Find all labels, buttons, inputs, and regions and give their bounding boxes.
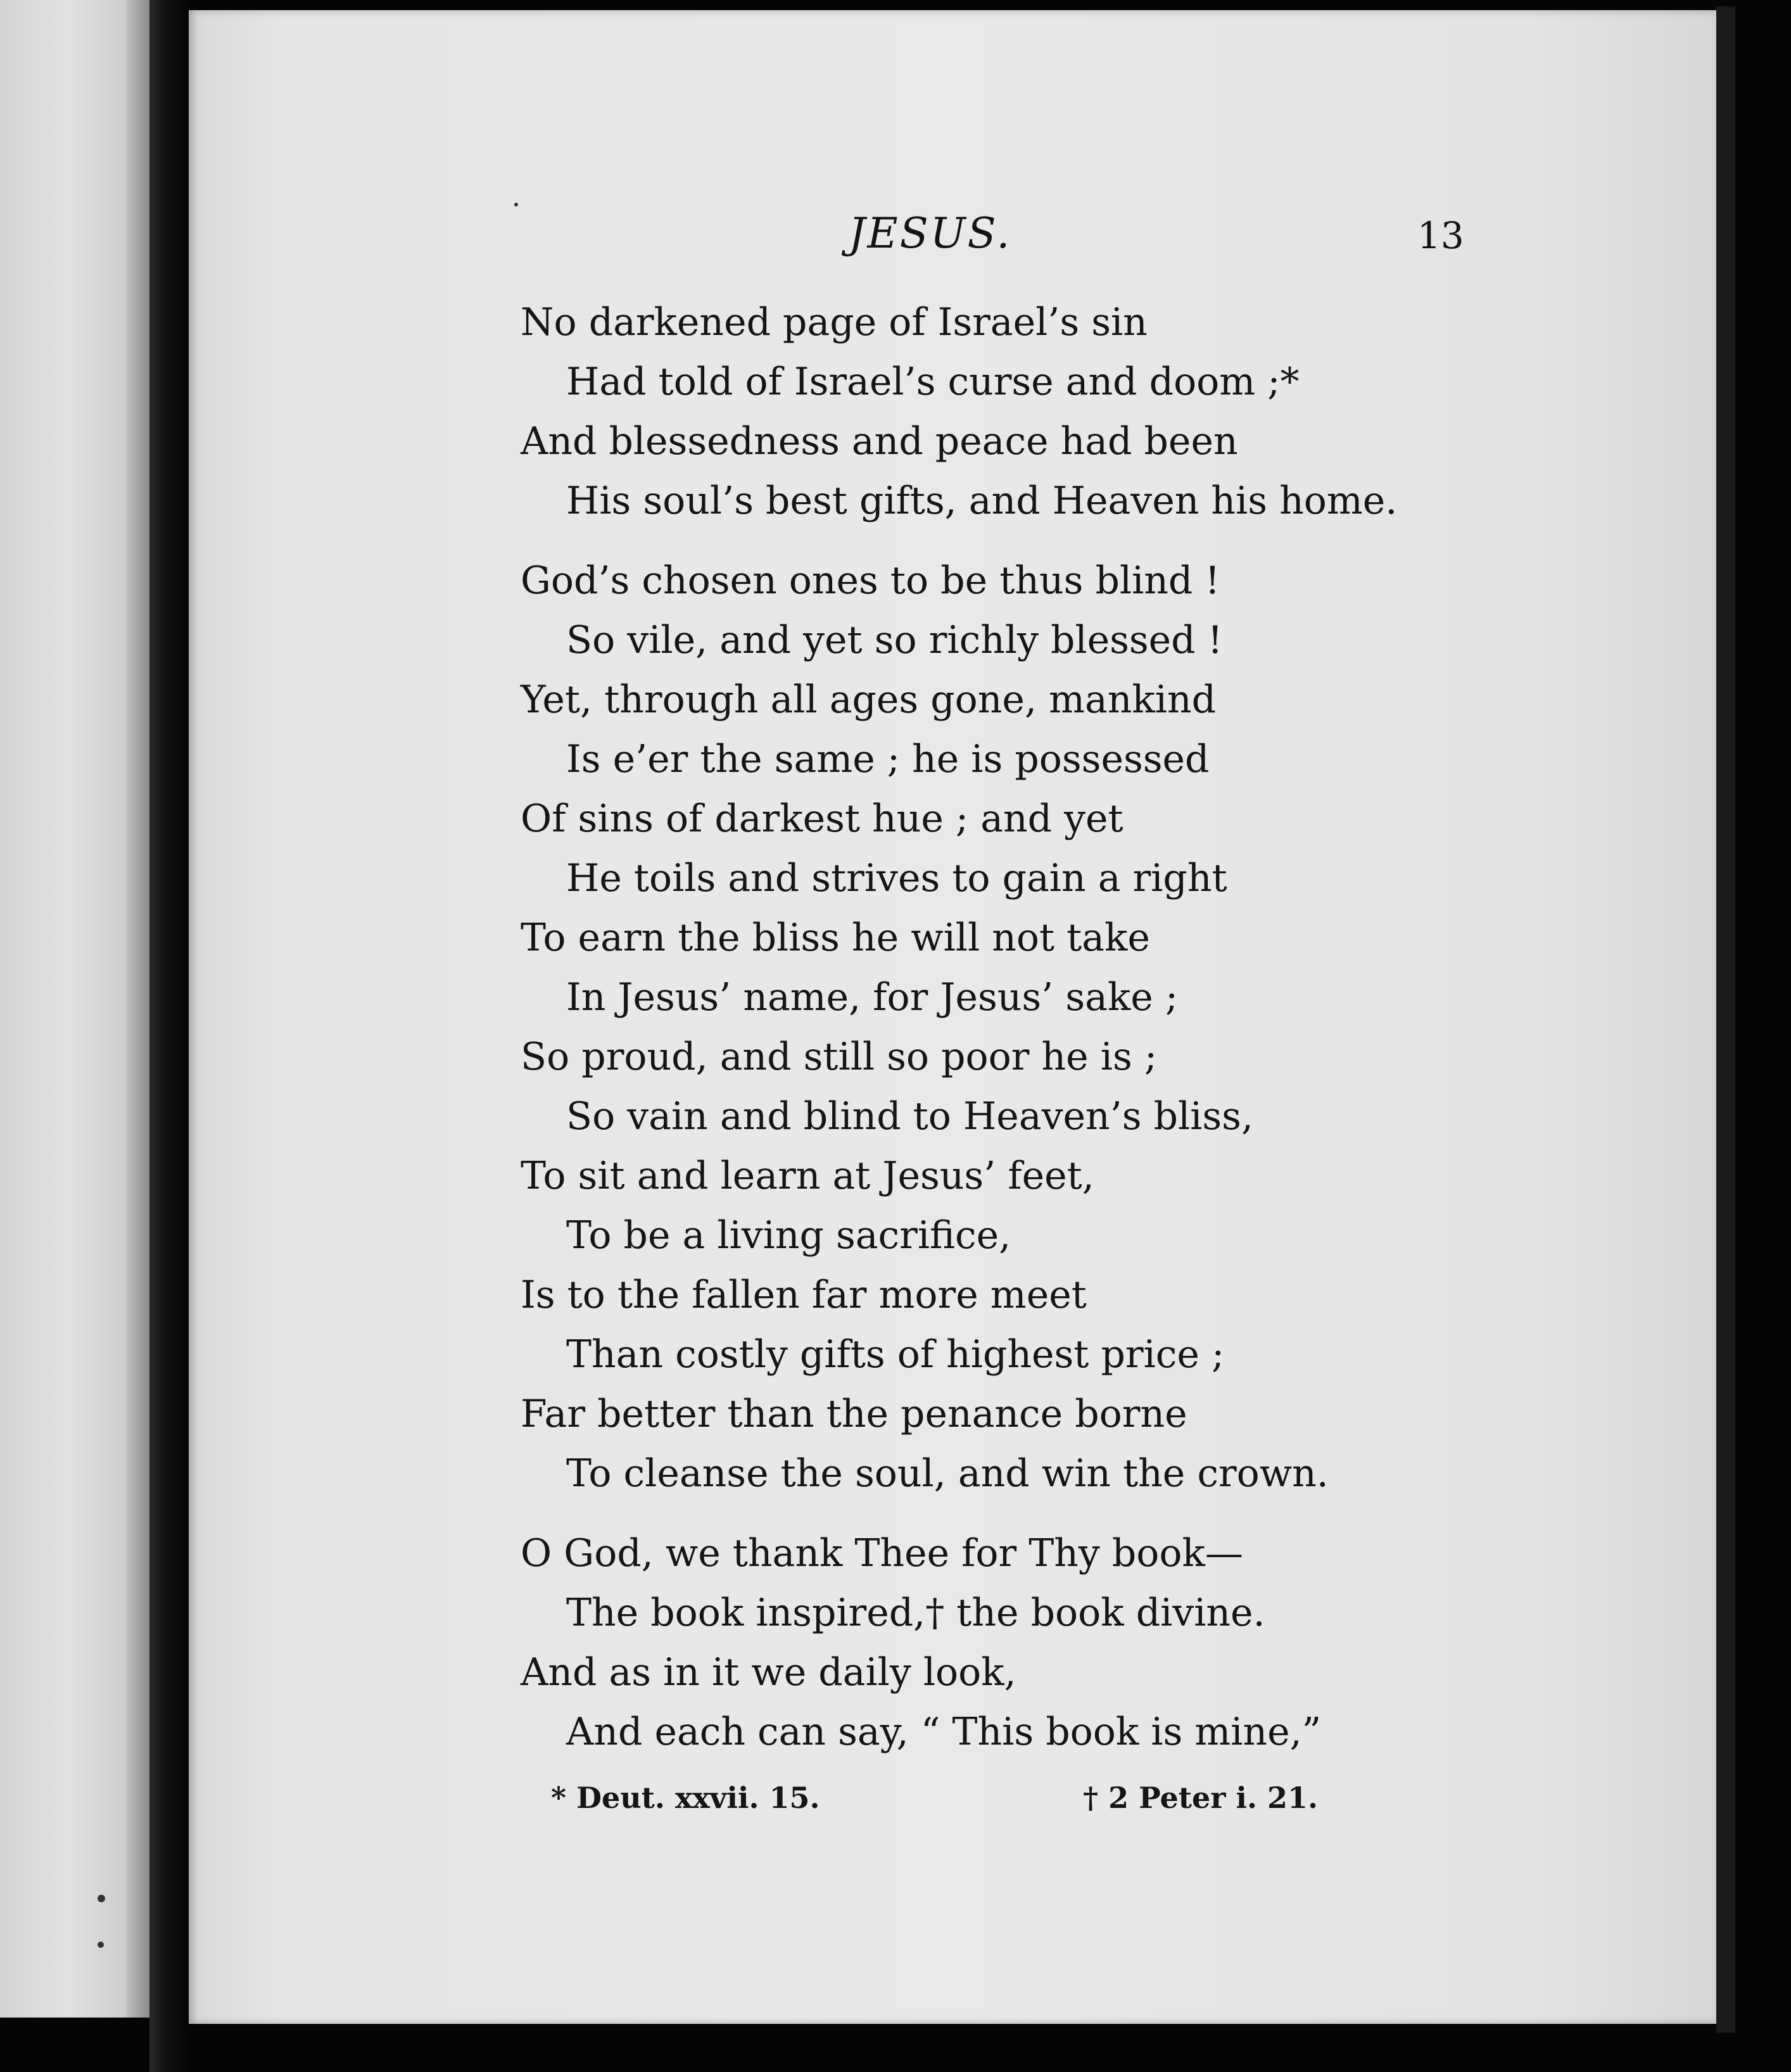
- footnote-peter: † 2 Peter i. 21.: [1083, 1781, 1319, 1815]
- ink-speck: [514, 203, 518, 206]
- poem-line: No darkened page of Israel’s sin: [521, 300, 1148, 344]
- poem-line: In Jesus’ name, for Jesus’ sake ;: [566, 975, 1179, 1020]
- poem-line: Far better than the penance borne: [521, 1392, 1187, 1436]
- poem-line: He toils and strives to gain a right: [566, 856, 1227, 900]
- poem-line: To earn the bliss he will not take: [521, 916, 1150, 960]
- ink-speck: [98, 1895, 105, 1902]
- poem-line: And blessedness and peace had been: [521, 419, 1238, 464]
- stanza-gap: [521, 1503, 1699, 1524]
- ink-speck: [98, 1942, 104, 1948]
- poem-body: [521, 293, 1699, 1762]
- poem-line: Is to the fallen far more meet: [521, 1273, 1087, 1317]
- poem-line: To be a living sacrifice,: [566, 1213, 1011, 1258]
- poem-line: To cleanse the soul, and win the crown.: [566, 1451, 1329, 1496]
- poem-line: God’s chosen ones to be thus blind !: [521, 559, 1220, 603]
- page-number: 13: [1417, 214, 1464, 257]
- poem-line: Of sins of darkest hue ; and yet: [521, 797, 1123, 841]
- previous-page-shadow: [127, 0, 149, 2018]
- page-right-border: [1716, 6, 1735, 2033]
- poem-line: So vain and blind to Heaven’s bliss,: [566, 1094, 1254, 1139]
- poem-line: Yet, through all ages gone, mankind: [521, 678, 1216, 722]
- poem-line: So proud, and still so poor he is ;: [521, 1035, 1158, 1079]
- poem-line: So vile, and yet so richly blessed !: [566, 618, 1223, 662]
- footnote-deuteronomy: * Deut. xxvii. 15.: [551, 1781, 820, 1815]
- poem-line: O God, we thank Thee for Thy book—: [521, 1531, 1243, 1576]
- poem-line: The book inspired,† the book divine.: [566, 1591, 1265, 1635]
- poem-line: And as in it we daily look,: [521, 1650, 1016, 1695]
- book-gutter: [149, 0, 189, 2072]
- poem-line: Than costly gifts of highest price ;: [566, 1332, 1225, 1377]
- poem-line: Had told of Israel’s curse and doom ;*: [566, 360, 1300, 404]
- running-title: JESUS.: [849, 209, 1012, 258]
- stanza-gap: [521, 531, 1699, 551]
- poem-line: To sit and learn at Jesus’ feet,: [521, 1154, 1094, 1198]
- poem-line: Is e’er the same ; he is possessed: [566, 737, 1210, 781]
- poem-line: And each can say, “ This book is mine,”: [566, 1710, 1322, 1754]
- poem-line: His soul’s best gifts, and Heaven his home.: [566, 479, 1398, 523]
